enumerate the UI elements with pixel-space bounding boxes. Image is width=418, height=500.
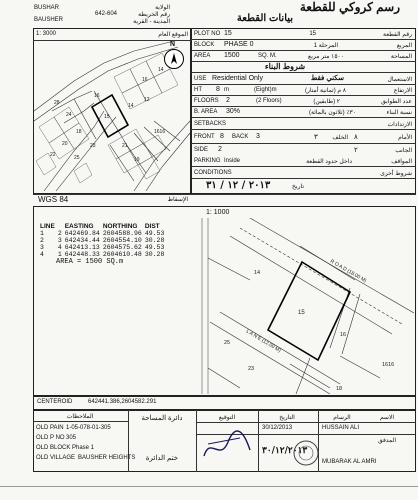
area-unit: SQ. M. — [258, 53, 277, 59]
back-label: BACK — [232, 134, 249, 140]
detail-neighbor-label: 23 — [248, 366, 255, 372]
table-row: 2 3 642434.44 2604554.10 30.28 — [40, 237, 165, 244]
table-row: 4 1 642448.33 2604610.48 30.28 — [40, 251, 165, 258]
plot-rule — [191, 166, 416, 167]
map-no-ar: رقم الخريطة — [138, 12, 170, 18]
name-ar: الاسم — [379, 415, 395, 421]
map-label: 21 — [122, 143, 128, 149]
old-pain-value: 1-05-078-01-305 — [66, 425, 111, 431]
conditions-label: CONDITIONS — [194, 170, 232, 176]
drawn-by-ar: الرسام — [333, 415, 351, 421]
map-label: 15 — [104, 114, 110, 120]
map-label: 19 — [134, 157, 140, 163]
old-p-no-value: 305 — [66, 435, 77, 441]
detail-subject-plot — [268, 262, 350, 360]
signature-scribble — [200, 426, 254, 466]
map-label: 23 — [90, 143, 96, 149]
plot-rule — [191, 72, 416, 73]
drawn-name: HUSSAIN ALI — [322, 425, 360, 431]
block-label: BLOCK — [194, 42, 215, 48]
old-block-label: OLD BLOCK — [36, 445, 71, 451]
village-en: BAUSHER — [34, 17, 64, 23]
floors-ar-value: ٢ (طابقين) — [313, 99, 340, 105]
wilayat-ar: الولاية — [155, 5, 170, 11]
col-header: NORTHING — [102, 223, 138, 230]
use-ar-label: الاستعمال — [387, 77, 412, 83]
plot-data-banner: بيانات القطعة — [236, 13, 294, 24]
use-label: USE — [194, 76, 207, 82]
front-label: FRONT — [194, 134, 215, 140]
conditions-ar-label: شروط أخرى — [380, 171, 412, 177]
footer-divider — [196, 410, 197, 472]
footer-divider — [128, 410, 129, 472]
area-summary: AREA = 1500 SQ.m — [56, 258, 124, 266]
plot-rule — [191, 143, 416, 144]
road-18m-label: R O A D (18.00 M) — [329, 258, 368, 285]
parking-ar-value: داخل حدود القطعة — [306, 159, 352, 165]
map-label: 1616 — [154, 129, 166, 135]
ht-ar-value: ٨ م (ثمانية أمتار) — [304, 88, 346, 94]
col-header: EASTING — [64, 223, 94, 230]
lane-12m-label: L A N E (12.00 M) — [244, 328, 282, 354]
map-label: 20 — [62, 141, 68, 147]
footer-rule — [33, 421, 128, 422]
detail-neighbor-label: 16 — [340, 332, 347, 338]
plot-rule — [191, 117, 416, 118]
ht-label: HT — [194, 87, 202, 93]
drawn-date: 30/12/2013 — [262, 425, 293, 431]
checked-date-hand: ٣٠/١٢/٢٠١٣ — [262, 446, 308, 456]
floors-value: 2 — [226, 97, 230, 104]
barea-value: 30% — [226, 108, 241, 115]
parking-value: Inside — [224, 158, 241, 164]
north-label: N — [170, 41, 176, 48]
handwritten-date: ٢٠١٣ / ١٢ / ٣١ — [206, 180, 271, 191]
parking-label: PARKING — [194, 158, 221, 164]
plot-no-ar-value: 15 — [309, 31, 316, 37]
checked-name: MUBARAK AL AMRI — [322, 459, 377, 465]
plot-no-label: PLOT NO — [194, 31, 221, 37]
datum-label: WGS 84 — [38, 195, 69, 204]
page-bottom-rule — [0, 486, 418, 487]
general-map-scale: 1: 3000 — [36, 31, 57, 37]
side-value: 2 — [218, 146, 222, 153]
plot-rule — [191, 106, 416, 107]
general-map-title: الموقع العام — [158, 32, 188, 38]
old-p-no-label: OLD P NO — [36, 435, 65, 441]
back-ar-label: الخلف — [332, 135, 348, 141]
area-ar-label: المساحة — [390, 54, 412, 60]
seal-stamp — [290, 438, 322, 468]
block-ar-label: المربع — [396, 43, 412, 49]
use-value: Residential Only — [212, 75, 263, 82]
barea-label: B. AREA — [194, 109, 218, 115]
footer-divider — [258, 410, 259, 472]
notes-ar: الملاحظات — [66, 414, 94, 420]
floors-ar-label: عدد الطوابق — [381, 99, 412, 105]
plot-no-value: 15 — [224, 30, 232, 37]
barea-ar-label: نسبة البناء — [386, 110, 412, 116]
plot-rule — [191, 178, 416, 179]
block-ar-value: المرحلة 1 — [313, 43, 338, 49]
plot-rule — [191, 84, 416, 85]
col-header: LINE — [40, 223, 55, 230]
signature-ar: التوقيع — [218, 415, 236, 421]
datum-ar: الإسقاط — [167, 197, 188, 203]
detail-neighbor-label: 18 — [336, 386, 343, 392]
map-label: 16 — [94, 93, 100, 99]
col-header — [58, 223, 65, 230]
old-block-value: Phase 1 — [72, 445, 95, 451]
area-label: AREA — [194, 53, 211, 59]
ht-value: 8 — [216, 86, 220, 93]
checked-by-ar: المدقق — [378, 438, 396, 444]
village-ar: المدينة - القرية — [133, 19, 170, 25]
map-label: 22 — [50, 152, 56, 158]
map-label: 18 — [76, 129, 82, 135]
front-ar-value: ٨ — [354, 134, 358, 141]
front-ar-label: الأمام — [398, 135, 412, 141]
sketch-title-ar: رسم كروكي للقطعة — [299, 0, 400, 14]
side-ar-label: الجانب — [395, 148, 412, 154]
centeroid-value: 642441.386,2604582.291 — [88, 399, 157, 405]
floors-label: FLOORS — [194, 98, 219, 104]
map-label: 14 — [158, 67, 164, 73]
use-ar-value: سكني فقط — [310, 75, 344, 82]
footer-rule — [196, 422, 416, 423]
dept-seal-ar: ختم الدائرة — [145, 455, 179, 462]
map-label: 28 — [54, 100, 60, 106]
floors-note: (2 Floors) — [256, 98, 282, 104]
side-ar-value: ٢ — [354, 147, 358, 154]
old-pain-label: OLD PAIN — [36, 425, 64, 431]
detail-plot-label: 15 — [298, 310, 305, 316]
old-village-label: OLD VILLAGE — [36, 455, 76, 461]
col-header: DIST — [144, 223, 160, 230]
parking-ar-label: المواقف — [391, 159, 412, 165]
map-label: 24 — [66, 112, 72, 118]
map-label: 25 — [74, 155, 80, 161]
survey-dept-ar: دائرة المساحة — [141, 415, 183, 422]
detail-plot-map — [150, 218, 414, 394]
area-value: 1500 — [224, 52, 240, 59]
detail-neighbor-label: 1616 — [382, 362, 395, 368]
barea-ar-value: ٣٠٪ (ثلاثون بالمائة) — [309, 110, 356, 116]
map-label: 14 — [128, 103, 134, 109]
centeroid-label: CENTEROID — [37, 399, 73, 405]
ht-ar-label: الارتفاع — [393, 88, 412, 94]
building-conditions-banner: شروط البناء — [264, 62, 306, 71]
setbacks-ar: الارتدادات — [387, 122, 412, 128]
area-ar-value: ١٥٠٠ متر مربع — [308, 54, 344, 60]
table-row: 3 4 642413.13 2604575.62 49.53 — [40, 244, 165, 251]
north-arrow-icon — [164, 49, 184, 69]
detail-neighbor-label: 14 — [254, 270, 261, 276]
map-label: 12 — [144, 97, 150, 103]
plot-no-ar-label: رقم القطعة — [383, 32, 412, 38]
back-ar-value: ٣ — [314, 134, 318, 141]
old-village-value: BAUSHER HEIGHTS — [78, 455, 136, 461]
plot-rule — [191, 39, 416, 40]
front-value: 8 — [220, 133, 224, 140]
date-ar-label: تاريخ — [292, 184, 304, 190]
setbacks-label: SETBACKS — [194, 121, 227, 127]
plot-rule — [191, 50, 416, 51]
map-label: 16 — [142, 77, 148, 83]
wilayat-en: BUSHAR — [34, 5, 60, 11]
detail-neighbor-label: 25 — [224, 340, 231, 346]
plot-rule — [191, 129, 416, 130]
date-ar: التاريخ — [279, 415, 295, 421]
block-value: PHASE 0 — [224, 41, 254, 48]
ht-note: (Eight)m — [254, 87, 277, 93]
map-no-value: 642-604 — [95, 11, 118, 17]
table-row: 1 2 642469.84 2604588.96 49.53 — [40, 230, 165, 237]
plot-rule — [191, 95, 416, 96]
ht-unit: m — [224, 87, 229, 93]
back-value: 3 — [256, 133, 260, 140]
side-label: SIDE — [194, 147, 209, 153]
detail-map-scale: 1: 1000 — [206, 209, 230, 216]
datum-rule — [33, 194, 416, 195]
coordinates-table — [40, 223, 167, 266]
subject-plot-outline — [92, 95, 128, 137]
